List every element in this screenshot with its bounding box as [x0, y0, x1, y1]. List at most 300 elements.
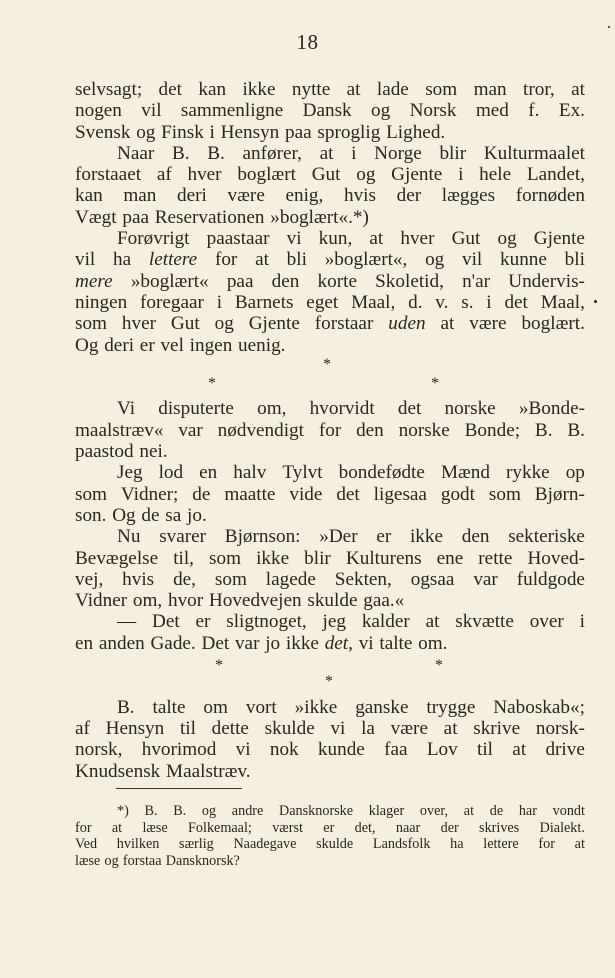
- word: Lighed.: [386, 121, 446, 143]
- word: man: [473, 79, 507, 100]
- word: fuldgode: [516, 568, 585, 590]
- word: B.: [567, 419, 585, 441]
- word: der: [396, 185, 422, 207]
- word: andre: [231, 803, 264, 819]
- word: Hoved-: [527, 547, 585, 569]
- word: til,: [173, 547, 194, 569]
- section-separator: [75, 356, 585, 399]
- word: kan: [198, 79, 227, 100]
- word: Hovedvejen: [208, 590, 302, 612]
- word: forstaar: [314, 313, 374, 335]
- word: at: [425, 611, 440, 633]
- section-separator: [75, 654, 585, 697]
- word: og: [497, 228, 517, 250]
- word: og: [214, 313, 234, 335]
- word: —: [117, 611, 137, 633]
- word: om,: [257, 398, 287, 420]
- word: norsk-: [535, 717, 585, 739]
- word: kalder: [361, 611, 410, 633]
- word: over: [529, 611, 564, 633]
- text-line: [75, 292, 585, 313]
- text-line: [75, 79, 585, 100]
- word: i: [351, 142, 357, 164]
- word: Finsk: [161, 121, 204, 143]
- footnote-divider: [116, 788, 242, 789]
- word: ikke: [256, 547, 290, 569]
- word: vide: [289, 483, 323, 505]
- word: foregaar: [140, 291, 204, 313]
- word: i: [486, 291, 492, 313]
- word: en: [199, 462, 218, 484]
- word: sammenligne: [180, 100, 284, 122]
- word: Det: [152, 611, 180, 633]
- word: hvorimod: [141, 739, 217, 761]
- text-line: [75, 271, 585, 292]
- word: vi: [235, 739, 251, 761]
- word: Undervis-: [508, 270, 585, 292]
- word: det: [397, 398, 422, 420]
- word: vil: [141, 100, 162, 122]
- word: fornøden: [515, 185, 585, 207]
- word: Det: [201, 632, 230, 654]
- text-line: [75, 164, 585, 185]
- word: og: [425, 249, 445, 271]
- asterisk: *: [208, 374, 216, 392]
- footnote-line: [75, 820, 585, 837]
- word: var: [178, 419, 203, 441]
- text-line: [75, 249, 585, 270]
- word: vi: [286, 228, 302, 250]
- word: rykke: [506, 462, 550, 484]
- word: kun,: [318, 228, 353, 250]
- word: Og: [75, 334, 99, 356]
- word: jo.: [187, 504, 207, 526]
- word: den: [356, 419, 384, 441]
- word: talte: [152, 696, 186, 718]
- word: sproglig: [317, 121, 381, 143]
- word: i: [209, 121, 215, 143]
- word: Bonde;: [464, 419, 521, 441]
- asterisk: *: [215, 657, 223, 675]
- word: Knudsensk: [75, 760, 161, 782]
- text-line: [75, 441, 585, 462]
- word: er: [195, 611, 211, 633]
- text-line: [75, 462, 585, 483]
- word: vil: [75, 249, 96, 271]
- word: ene: [436, 547, 464, 569]
- word: Dialekt.: [539, 819, 585, 836]
- word: Norge: [374, 142, 422, 164]
- word: særlig: [179, 836, 214, 853]
- word: vort: [245, 696, 277, 718]
- word: de: [192, 483, 211, 505]
- word: Gjente: [248, 313, 300, 335]
- emphasized-word: mere: [75, 270, 113, 292]
- word: maatte: [224, 483, 276, 505]
- word: og: [356, 164, 376, 186]
- word: sligtnoget,: [226, 611, 307, 633]
- word: Bjørnson:: [224, 526, 301, 548]
- text-line: [75, 207, 585, 228]
- word: blir: [439, 142, 467, 164]
- word: vi: [358, 632, 374, 654]
- word: som: [75, 313, 107, 335]
- word: Forøvrigt: [117, 228, 190, 250]
- footnote-line: [75, 803, 585, 820]
- word: nogen: [75, 100, 122, 122]
- word: for: [214, 249, 238, 271]
- word: Hensyn: [105, 717, 165, 739]
- word: Landsfolk: [372, 836, 431, 853]
- word: bli: [564, 249, 585, 271]
- text-line: [75, 548, 585, 569]
- word: »ikke: [294, 696, 338, 718]
- text-line: [75, 122, 585, 143]
- word: nok: [269, 739, 299, 761]
- word: hver: [400, 228, 435, 250]
- asterisk: *: [325, 673, 333, 691]
- word: skrives: [479, 819, 520, 836]
- text-line: [75, 100, 585, 121]
- word: at: [440, 313, 455, 335]
- word: at: [255, 249, 269, 271]
- word: Folkemaal;: [188, 819, 252, 836]
- word: Skoletid,: [375, 270, 444, 292]
- word: B.: [207, 142, 225, 164]
- text-line: [75, 590, 585, 611]
- word: ikke: [285, 632, 319, 654]
- word: »Bonde-: [518, 398, 585, 420]
- word: boglært.: [521, 313, 585, 335]
- word: son.: [75, 504, 107, 526]
- word: til: [179, 717, 196, 739]
- word: det,: [354, 819, 376, 836]
- word: Ved: [75, 836, 98, 853]
- word: Kulturmaalet: [483, 142, 585, 164]
- word: faa: [384, 739, 408, 761]
- word: kunne: [500, 249, 547, 271]
- word: dette: [211, 717, 249, 739]
- word: Vidner: [75, 590, 128, 612]
- word: trygge: [426, 696, 476, 718]
- word: Gjente: [391, 164, 443, 186]
- word: B.: [144, 803, 158, 819]
- word: Maal,: [540, 291, 585, 313]
- word: Reservationen: [154, 206, 265, 228]
- word: læse: [142, 819, 168, 836]
- word: at: [512, 739, 527, 761]
- word: Gut: [170, 313, 200, 335]
- word: lod: [158, 462, 184, 484]
- word: godt: [440, 483, 475, 505]
- word: Vidner;: [120, 483, 179, 505]
- word: n'ar: [462, 270, 491, 292]
- word: B.: [534, 419, 553, 441]
- text-line: [75, 697, 585, 718]
- word: Tylvt: [282, 462, 323, 484]
- word: eget: [306, 291, 339, 313]
- word: enig,: [285, 185, 324, 207]
- text-line: [75, 420, 585, 441]
- text-line: [75, 526, 585, 547]
- word: for: [318, 419, 342, 441]
- word: Mænd: [440, 462, 490, 484]
- page-number: 18: [296, 30, 319, 54]
- word: som: [209, 547, 242, 569]
- word: bondefødte: [338, 462, 425, 484]
- word: Gut: [451, 228, 481, 250]
- word: paa: [226, 270, 254, 292]
- word: hele: [479, 164, 512, 186]
- word: hvor: [167, 590, 204, 612]
- word: som: [75, 483, 107, 505]
- word: sekteriske: [508, 526, 585, 548]
- text-line: [75, 398, 585, 419]
- word: at: [463, 803, 475, 819]
- word: hvilken: [116, 836, 160, 853]
- word: selvsagt;: [75, 79, 143, 100]
- word: og: [136, 121, 156, 143]
- word: ningen: [75, 291, 128, 313]
- word: at: [369, 228, 384, 250]
- word: der: [440, 819, 459, 836]
- text-line: [75, 228, 585, 249]
- word: forstaa: [122, 852, 162, 869]
- text-line: [75, 185, 585, 206]
- word: norsk,: [75, 739, 123, 761]
- word: Nu: [117, 526, 141, 548]
- word: hver: [187, 164, 222, 186]
- word: hvis: [343, 185, 376, 207]
- word: v.: [435, 291, 449, 313]
- word: nødvendigt: [217, 419, 304, 441]
- word: skulde: [307, 590, 358, 612]
- word: ikke: [242, 79, 276, 100]
- word: Vægt: [75, 206, 117, 228]
- word: og: [104, 852, 119, 869]
- word: af: [156, 164, 172, 186]
- word: klager: [368, 803, 405, 819]
- word: man: [123, 185, 157, 207]
- word: forstaaet: [75, 164, 142, 186]
- asterisk: *: [431, 374, 439, 392]
- word: sa: [165, 504, 182, 526]
- word: Maal,: [351, 291, 396, 313]
- word: er: [323, 819, 335, 836]
- word: var: [473, 568, 498, 590]
- word: hver: [121, 313, 156, 335]
- word: af: [75, 717, 90, 739]
- word: hvorvidt: [309, 398, 375, 420]
- word: at: [319, 142, 334, 164]
- text-line: [75, 718, 585, 739]
- word: at: [111, 819, 123, 836]
- text-line: [75, 611, 585, 632]
- word: en: [75, 632, 94, 654]
- word: var: [234, 632, 260, 654]
- word: Og: [112, 504, 136, 526]
- word: B.: [171, 142, 190, 164]
- word: s.: [461, 291, 474, 313]
- word: »boglært«.*): [270, 206, 369, 228]
- word: Bjørn-: [534, 483, 585, 505]
- word: og: [201, 803, 217, 819]
- word: paa: [285, 121, 312, 143]
- word: den: [271, 270, 300, 292]
- word: Gade.: [150, 632, 196, 654]
- word: og: [371, 100, 391, 122]
- word: halv: [233, 462, 267, 484]
- word: boglært: [237, 164, 296, 186]
- emphasized-word: uden: [388, 313, 426, 335]
- word: d.: [408, 291, 423, 313]
- word: være: [469, 313, 507, 335]
- word: nei.: [139, 441, 168, 463]
- word: vondt: [552, 803, 585, 819]
- word: Gut: [311, 164, 341, 186]
- word: norske: [398, 419, 450, 441]
- word: som: [488, 483, 521, 505]
- word: drive: [545, 739, 585, 761]
- word: Norsk: [409, 100, 457, 122]
- word: deri: [177, 185, 207, 207]
- print-speck: [608, 26, 610, 28]
- word: Dansk: [302, 100, 352, 122]
- word: skvætte: [455, 611, 514, 633]
- word: i: [216, 291, 223, 313]
- word: være: [390, 717, 428, 739]
- text-line: [75, 633, 585, 654]
- text-line: [75, 335, 585, 356]
- word: det: [504, 291, 528, 313]
- word: blir: [304, 547, 331, 569]
- word: Maalstræv.: [166, 760, 251, 782]
- word: Barnets: [234, 291, 294, 313]
- word: *): [117, 803, 129, 819]
- word: som: [214, 568, 247, 590]
- word: lettere: [483, 836, 519, 853]
- word: op: [565, 462, 585, 484]
- word: deri: [104, 334, 135, 356]
- word: Dansknorsk?: [165, 852, 240, 869]
- word: disputerte: [158, 398, 234, 420]
- word: lagede: [265, 568, 316, 590]
- word: om.: [418, 632, 448, 654]
- word: B.: [117, 696, 135, 718]
- word: har: [518, 803, 537, 819]
- word: de,: [173, 568, 196, 590]
- word: ha: [450, 836, 464, 853]
- word: naar: [395, 819, 421, 836]
- word: talte: [379, 632, 413, 654]
- text-line: [75, 143, 585, 164]
- word: Naboskab«;: [493, 696, 585, 718]
- text-line: [75, 313, 585, 334]
- text-line: [75, 484, 585, 505]
- word: vi: [330, 717, 346, 739]
- word: hvis: [122, 568, 155, 590]
- word: Jeg: [117, 462, 143, 484]
- word: »boglært«,: [324, 249, 408, 271]
- word: den: [461, 526, 490, 548]
- text-line: [75, 505, 585, 526]
- word: lægges: [441, 185, 496, 207]
- word: korte: [317, 270, 357, 292]
- text-line: [75, 569, 585, 590]
- footnote-line: [75, 836, 585, 853]
- word: paastod: [75, 441, 134, 463]
- word: at: [443, 717, 458, 739]
- word: Ex.: [558, 100, 585, 122]
- word: »Der: [319, 526, 358, 548]
- word: i: [579, 611, 585, 633]
- body-text: [75, 79, 585, 782]
- word: med: [475, 100, 509, 122]
- word: Bevægelse: [75, 547, 159, 569]
- word: til: [477, 739, 494, 761]
- word: er: [376, 526, 392, 548]
- word: Hensyn: [220, 121, 280, 143]
- word: det: [158, 79, 182, 100]
- word: Landet,: [526, 164, 585, 186]
- word: om: [203, 696, 228, 718]
- word: læse: [75, 852, 101, 869]
- word: skulde: [316, 836, 354, 853]
- word: svarer: [159, 526, 207, 548]
- word: gaa.«: [363, 590, 405, 612]
- word: nytte: [291, 79, 331, 100]
- word: skrive: [473, 717, 521, 739]
- word: bli: [286, 249, 307, 271]
- word: vil: [462, 249, 483, 271]
- word: Svensk: [75, 121, 131, 143]
- footnote: [75, 803, 585, 869]
- word: paa: [122, 206, 149, 228]
- word: for: [538, 836, 555, 853]
- word: B.: [173, 803, 187, 819]
- word: ingen: [189, 334, 233, 356]
- word: norske: [444, 398, 496, 420]
- word: værst: [272, 819, 303, 836]
- asterisk: *: [323, 355, 331, 373]
- text-line: [75, 739, 585, 760]
- print-speck: [594, 300, 597, 303]
- word: Naar: [117, 142, 155, 164]
- word: f.: [528, 100, 540, 122]
- emphasized-word: det,: [324, 632, 353, 654]
- word: om,: [132, 590, 163, 612]
- word: kan: [75, 185, 103, 207]
- word: Gjente: [533, 228, 585, 250]
- word: det: [336, 483, 360, 505]
- word: paastaar: [206, 228, 270, 250]
- footnote-line: [75, 853, 585, 870]
- text-line: [75, 761, 585, 782]
- word: jeg: [322, 611, 346, 633]
- word: Lov: [426, 739, 458, 761]
- word: i: [458, 164, 464, 186]
- word: jo: [265, 632, 281, 654]
- word: tror,: [523, 79, 555, 100]
- word: Sekten,: [334, 568, 392, 590]
- word: ligesaa: [373, 483, 427, 505]
- word: Naadegave: [233, 836, 297, 853]
- emphasized-word: lettere: [148, 249, 198, 271]
- word: de: [489, 803, 504, 819]
- word: anfører,: [242, 142, 302, 164]
- word: de: [141, 504, 160, 526]
- asterisk: *: [435, 657, 443, 675]
